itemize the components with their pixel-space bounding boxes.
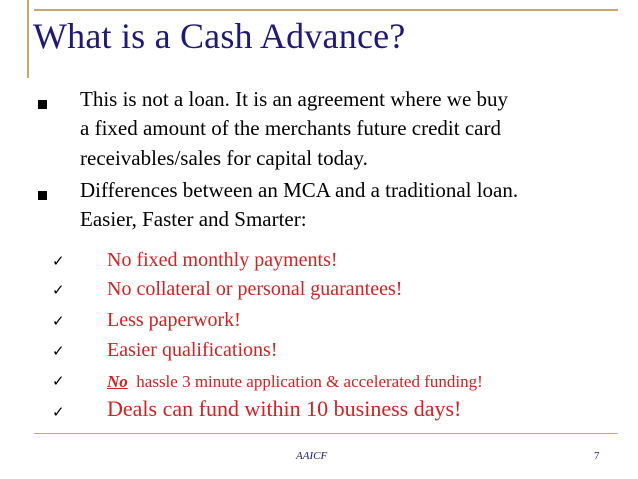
bullet-1-line-3: receivables/sales for capital today. [80,146,368,170]
bullet-2-line-1: Differences between an MCA and a traditional loan. [80,178,519,202]
sub-bullet-4: Easier qualifications! [107,339,278,361]
sub-bullet-5-rest: hassle 3 minute application & accelerated funding! [136,372,483,391]
checkmark-icon: ✓ [52,312,65,330]
checkmark-icon: ✓ [52,252,65,270]
sub-bullet-2: No collateral or personal guarantees! [107,278,403,300]
checkmark-icon: ✓ [52,403,65,421]
bullet-1-line-1: This is not a loan. It is an agreement where we buy [80,87,509,111]
sub-bullet-5 [107,369,483,395]
square-bullet-icon [38,191,47,200]
sub-bullet-1: No fixed monthly payments! [107,249,338,271]
checkmark-icon: ✓ [52,281,65,299]
bottom-rule [34,433,618,434]
bullet-1-line-2: a fixed amount of the merchants future credit card [80,116,501,140]
sub-bullet-6: Deals can fund within 10 business days! [107,396,462,421]
sub-bullet-3: Less paperwork! [107,309,241,331]
footer-text: AAICF [296,450,328,462]
checkmark-icon: ✓ [52,372,65,390]
left-accent-rule [27,0,29,78]
top-rule [34,9,618,11]
square-bullet-icon [38,100,47,109]
checkmark-icon: ✓ [52,342,65,360]
sub-bullet-5-emphasis: No [107,372,128,391]
bullet-2-line-2: Easier, Faster and Smarter: [80,207,307,231]
page-number: 7 [594,450,600,462]
slide-title: What is a Cash Advance? [33,16,406,56]
